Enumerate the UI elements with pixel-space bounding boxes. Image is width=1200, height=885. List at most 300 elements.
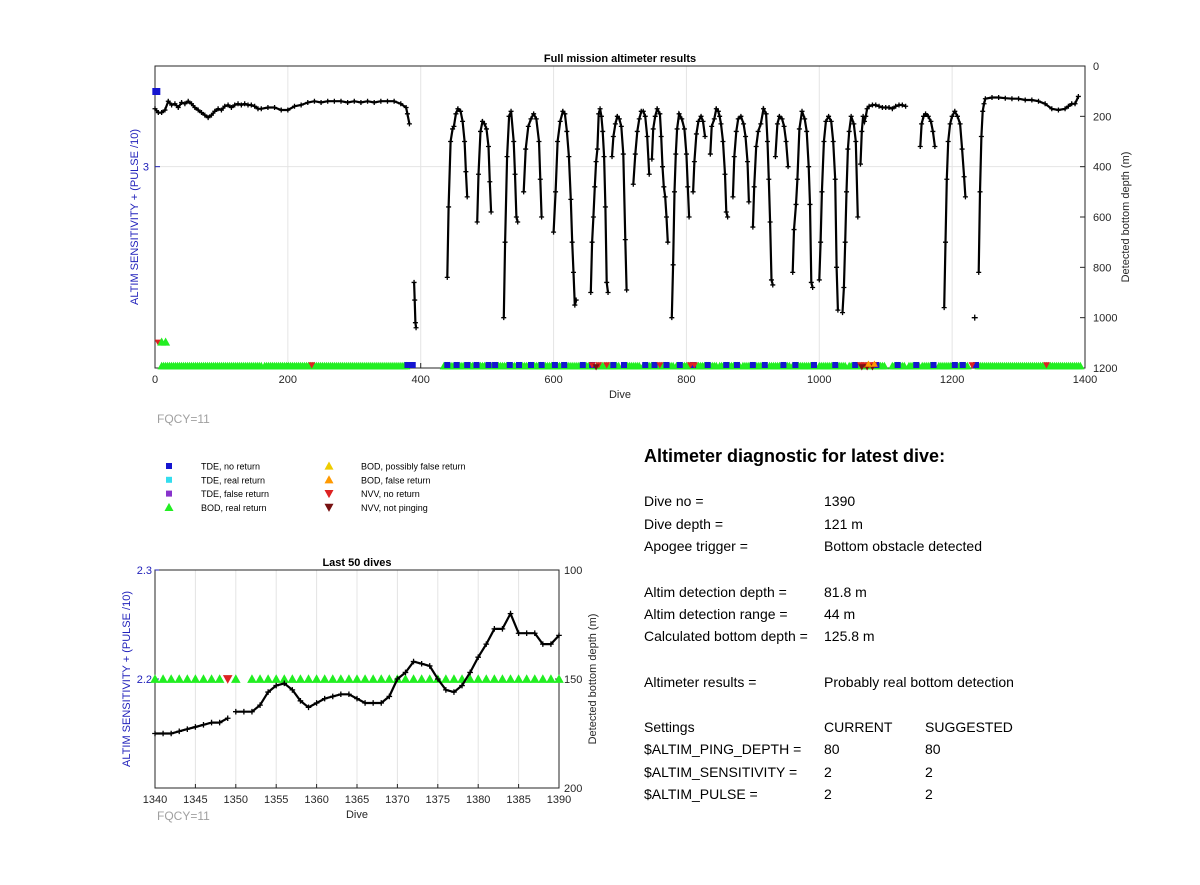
depth-point [1016, 96, 1021, 101]
diagnostic-title: Altimeter diagnostic for latest dive: [644, 446, 946, 466]
depth-point [853, 139, 858, 144]
depth-point [588, 290, 593, 295]
depth-point [631, 182, 636, 187]
depth-series-line [861, 105, 906, 164]
depth-point [475, 220, 480, 225]
legend-square-marker [166, 491, 172, 497]
bod-real-return-marker [247, 674, 257, 683]
depth-point [594, 159, 599, 164]
tde-no-return-marker [952, 362, 958, 368]
bottom-x-tick-label: 1355 [263, 794, 289, 806]
bod-real-return-marker [360, 674, 370, 683]
bod-real-return-marker [158, 674, 168, 683]
depth-point [746, 199, 751, 204]
depth-point [613, 121, 618, 126]
depth-point [312, 99, 317, 104]
bod-real-return-marker [183, 674, 193, 683]
tde-no-return-marker [811, 362, 817, 368]
depth-point [345, 100, 350, 105]
top-chart-depth-series [153, 94, 1081, 330]
altimeter-results-label: Altimeter results = [644, 674, 757, 690]
depth-series-line [633, 111, 649, 184]
bod-real-return-marker [207, 674, 217, 683]
bod-real-return-marker [506, 674, 516, 683]
top-y-right-tick-label: 400 [1093, 161, 1112, 174]
depth-point [659, 134, 664, 139]
depth-point [538, 177, 543, 182]
bod-real-return-marker [271, 674, 281, 683]
depth-point [611, 134, 616, 139]
depth-point [568, 197, 573, 202]
depth-point [407, 121, 412, 126]
setting-suggested: 2 [925, 764, 933, 780]
depth-point [462, 139, 467, 144]
tde-no-return-marker [734, 362, 740, 368]
depth-point [413, 320, 418, 325]
depth-point [790, 270, 795, 275]
top-x-tick-label: 1200 [939, 374, 965, 386]
bod-real-return-marker [449, 674, 459, 683]
depth-point [405, 111, 410, 116]
setting-name: $ALTIM_PULSE = [644, 786, 758, 802]
depth-point [330, 694, 336, 700]
depth-point [600, 129, 605, 134]
depth-point [653, 114, 658, 119]
bod-real-return-marker [191, 674, 201, 683]
depth-point [765, 139, 770, 144]
tde-no-return-marker [507, 362, 513, 368]
depth-point [983, 96, 988, 101]
top-x-tick-label: 800 [677, 374, 696, 386]
depth-point [489, 209, 494, 214]
bottom-y-right-tick-label: 100 [564, 565, 583, 577]
depth-point [571, 270, 576, 275]
depth-point [332, 99, 337, 104]
bottom-x-tick-label: 1385 [506, 794, 531, 806]
depth-point [660, 164, 665, 169]
depth-point [708, 152, 713, 157]
depth-point [193, 724, 199, 730]
depth-point [160, 731, 166, 737]
depth-point [932, 144, 937, 149]
bod-real-return-marker [481, 674, 491, 683]
tde-no-return-marker [152, 88, 160, 95]
legend-label: NVV, no return [361, 489, 420, 500]
depth-point [784, 139, 789, 144]
dive-no-label: Dive no = [644, 493, 704, 509]
tde-no-return-marker [762, 362, 768, 368]
depth-point [503, 240, 508, 245]
tde-no-return-marker [895, 362, 901, 368]
depth-point [692, 159, 697, 164]
depth-point [365, 99, 370, 104]
depth-point [233, 709, 239, 715]
tde-no-return-marker [852, 362, 858, 368]
depth-point [743, 134, 748, 139]
depth-point [201, 722, 207, 728]
depth-series-line [793, 111, 813, 287]
apogee-value: Bottom obstacle detected [824, 538, 982, 554]
depth-series-line [524, 114, 542, 217]
depth-point [1003, 96, 1008, 101]
depth-point [649, 157, 654, 162]
apogee-label: Apogee trigger = [644, 538, 748, 554]
top-y-left-tick-label: 3 [142, 161, 149, 174]
tde-no-return-marker [454, 362, 460, 368]
bottom-y-right-tick-label: 200 [564, 783, 583, 795]
top-chart-right-label: Detected bottom depth (m) [1120, 151, 1132, 283]
depth-point [623, 237, 628, 242]
legend-triangle-up-marker [165, 503, 174, 511]
depth-point [930, 129, 935, 134]
bottom-chart-markers [150, 674, 564, 684]
depth-point [944, 177, 949, 182]
depth-point [514, 215, 519, 220]
tde-no-return-marker [516, 362, 522, 368]
bod-real-return-marker [352, 674, 362, 683]
nvv-no-return-marker [223, 675, 233, 684]
tde-no-return-marker [792, 362, 798, 368]
depth-point [152, 731, 158, 737]
depth-point [551, 230, 556, 235]
tde-no-return-marker [621, 362, 627, 368]
tde-no-return-marker [780, 362, 786, 368]
tde-no-return-marker [485, 362, 491, 368]
depth-point [604, 280, 609, 285]
setting-current: 2 [824, 764, 832, 780]
depth-point [732, 154, 737, 159]
depth-point [603, 204, 608, 209]
depth-point [352, 99, 357, 104]
fqcy-bottom-label: FQCY=11 [157, 809, 210, 823]
depth-point [835, 308, 840, 313]
bod-real-return-marker [546, 674, 556, 683]
depth-point [515, 220, 520, 225]
depth-point [663, 194, 668, 199]
tde-no-return-marker [444, 362, 450, 368]
depth-point [647, 172, 652, 177]
depth-point [412, 280, 417, 285]
bod-real-return-marker [409, 674, 419, 683]
depth-point [817, 277, 822, 282]
depth-point [804, 129, 809, 134]
depth-point [725, 215, 730, 220]
depth-point [463, 169, 468, 174]
legend [165, 462, 466, 513]
bottom-x-tick-label: 1345 [183, 794, 208, 806]
depth-point [259, 106, 264, 111]
bod-real-return-marker [344, 674, 354, 683]
depth-series-line [819, 116, 838, 310]
depth-point [694, 131, 699, 136]
depth-point [691, 189, 696, 194]
depth-point [665, 240, 670, 245]
bottom-y-right-tick-label: 150 [564, 674, 583, 686]
depth-point [794, 202, 799, 207]
depth-point [591, 215, 596, 220]
depth-point [1029, 97, 1034, 102]
tde-no-return-marker [539, 362, 545, 368]
depth-point [978, 189, 983, 194]
depth-point [465, 194, 470, 199]
depth-point [840, 310, 845, 315]
bod-real-return-marker [425, 674, 435, 683]
bod-real-return-marker [522, 674, 532, 683]
depth-point [358, 100, 363, 105]
depth-point [513, 172, 518, 177]
depth-point [960, 147, 965, 152]
legend-label: NVV, not pinging [361, 502, 428, 513]
bottom-x-tick-label: 1360 [304, 794, 329, 806]
depth-point [445, 275, 450, 280]
depth-point [619, 124, 624, 129]
depth-point [185, 726, 191, 732]
tde-no-return-marker [642, 362, 648, 368]
bottom-x-tick-label: 1380 [465, 794, 491, 806]
setting-suggested: 80 [925, 741, 941, 757]
tde-no-return-marker [528, 362, 534, 368]
legend-label: TDE, real return [201, 475, 266, 486]
bottom-chart-x-label: Dive [345, 809, 369, 821]
depth-point [572, 303, 577, 308]
depth-series-line [944, 111, 965, 307]
bod-real-return-marker [288, 674, 298, 683]
tde-no-return-marker [610, 362, 616, 368]
bod-real-return-marker [530, 674, 540, 683]
depth-point [635, 129, 640, 134]
depth-point [834, 265, 839, 270]
setting-current: 80 [824, 741, 840, 757]
bottom-x-tick-label: 1340 [142, 794, 168, 806]
depth-point [325, 99, 330, 104]
tde-no-return-marker [750, 362, 756, 368]
depth-point [942, 305, 947, 310]
depth-point [855, 215, 860, 220]
depth-point [339, 99, 344, 104]
legend-triangle-down-marker [325, 490, 334, 498]
bod-real-return-marker [320, 674, 330, 683]
depth-point [946, 139, 951, 144]
setting-name: $ALTIM_SENSITIVITY = [644, 764, 798, 780]
bottom-y-left-tick-label: 2.2 [136, 674, 152, 686]
depth-series-line [477, 121, 491, 222]
depth-point [524, 630, 530, 636]
depth-point [724, 209, 729, 214]
depth-point [1023, 97, 1028, 102]
bod-real-return-marker [336, 674, 346, 683]
depth-point [645, 134, 650, 139]
setting-name: $ALTIM_PING_DEPTH = [644, 741, 802, 757]
tde-no-return-marker [552, 362, 558, 368]
depth-point [943, 240, 948, 245]
full-mission-chart [129, 53, 1132, 401]
depth-point [843, 240, 848, 245]
bod-real-return-marker [231, 674, 241, 683]
depth-point [176, 729, 182, 735]
bod-real-return-marker [199, 674, 209, 683]
depth-point [664, 215, 669, 220]
legend-square-marker [166, 477, 172, 483]
depth-point [675, 126, 680, 131]
depth-series-line [710, 109, 727, 217]
depth-point [460, 119, 465, 124]
depth-point [786, 164, 791, 169]
depth-point [990, 95, 995, 100]
depth-point [809, 280, 814, 285]
depth-point [412, 298, 417, 303]
depth-point [718, 121, 723, 126]
depth-point [1056, 108, 1061, 113]
top-chart-x-label: Dive [608, 389, 632, 401]
depth-point [673, 152, 678, 157]
depth-point [841, 285, 846, 290]
bottom-chart-left-label: ALTIM SENSITIVITY + (PULSE /10) [121, 591, 133, 767]
altim-detection-depth-label: Altim detection depth = [644, 584, 787, 600]
top-y-right-tick-label: 1000 [1093, 312, 1118, 325]
depth-point [722, 172, 727, 177]
depth-point [750, 225, 755, 230]
depth-point [501, 315, 506, 320]
depth-point [1009, 96, 1014, 101]
suggested-header: SUGGESTED [925, 719, 1013, 735]
depth-point [810, 285, 815, 290]
bod-real-return-marker [255, 674, 265, 683]
bod-real-return-marker [296, 674, 306, 683]
bod-real-return-marker [312, 674, 322, 683]
tde-no-return-marker [705, 362, 711, 368]
bod-real-return-marker [473, 674, 483, 683]
depth-point [521, 189, 526, 194]
depth-point [806, 164, 811, 169]
depth-point [754, 144, 759, 149]
tde-no-return-marker [464, 362, 470, 368]
depth-point [511, 139, 516, 144]
top-chart-title: Full mission altimeter results [543, 53, 697, 65]
altim-detection-depth-value: 81.8 m [824, 584, 867, 600]
depth-point [633, 152, 638, 157]
depth-point [847, 129, 852, 134]
depth-point [845, 147, 850, 152]
altimeter-results-value: Probably real bottom detection [824, 674, 1014, 690]
depth-point [624, 287, 629, 292]
depth-point [819, 189, 824, 194]
bottom-x-tick-label: 1390 [546, 794, 572, 806]
depth-point [831, 139, 836, 144]
depth-point [606, 290, 611, 295]
depth-point [319, 100, 324, 105]
depth-point [792, 227, 797, 232]
depth-series-line [447, 109, 467, 278]
depth-point [592, 184, 597, 189]
depth-point [610, 154, 615, 159]
bottom-x-tick-label: 1370 [385, 794, 410, 806]
bottom-y-left-tick-label: 2.3 [136, 565, 152, 577]
depth-point [980, 109, 985, 114]
top-y-right-tick-label: 1200 [1093, 363, 1118, 375]
legend-label: TDE, no return [201, 461, 261, 472]
depth-point [478, 129, 483, 134]
depth-series-line [733, 116, 749, 202]
calculated-bottom-depth-value: 125.8 m [824, 628, 875, 644]
depth-point [370, 700, 376, 706]
depth-point [241, 709, 247, 715]
tde-no-return-marker [492, 362, 498, 368]
depth-point [555, 139, 560, 144]
depth-point [637, 116, 642, 121]
depth-point [621, 152, 626, 157]
depth-point [265, 105, 270, 110]
depth-point [730, 194, 735, 199]
tde-no-return-marker [474, 362, 480, 368]
bottom-x-tick-label: 1350 [223, 794, 249, 806]
depth-point [768, 220, 773, 225]
depth-point [209, 720, 215, 726]
depth-series-line [979, 97, 1079, 273]
top-y-right-tick-label: 0 [1093, 61, 1100, 73]
depth-point [752, 184, 757, 189]
top-x-tick-label: 200 [278, 374, 298, 386]
settings-header: Settings [644, 719, 695, 735]
bod-real-return-marker [174, 674, 184, 683]
depth-point [448, 139, 453, 144]
depth-point [769, 277, 774, 282]
depth-point [797, 126, 802, 131]
depth-point [168, 731, 174, 737]
depth-point [919, 121, 924, 126]
depth-point [671, 262, 676, 267]
depth-series-line [753, 109, 773, 285]
depth-point [570, 240, 575, 245]
legend-square-marker [166, 463, 172, 469]
legend-label: TDE, false return [201, 489, 270, 500]
depth-point [996, 95, 1001, 100]
depth-point [372, 100, 377, 105]
bottom-chart-right-label: Detected bottom depth (m) [587, 613, 599, 745]
setting-suggested: 2 [925, 786, 933, 802]
top-chart-left-label: ALTIM SENSITIVITY + (PULSE /10) [129, 129, 141, 305]
top-x-tick-label: 600 [544, 374, 563, 386]
depth-point [717, 114, 722, 119]
depth-point [766, 177, 771, 182]
depth-point [536, 139, 541, 144]
tde-no-return-marker [561, 362, 567, 368]
depth-point [782, 124, 787, 129]
bod-real-return-marker [417, 674, 427, 683]
legend-label: BOD, possibly false return [361, 461, 466, 472]
top-y-right-tick-label: 600 [1093, 212, 1112, 224]
depth-point [821, 139, 826, 144]
depth-point [684, 152, 689, 157]
tde-no-return-marker [913, 362, 919, 368]
depth-point [476, 172, 481, 177]
bottom-chart-x-ticks [143, 784, 571, 806]
bottom-x-tick-label: 1375 [425, 794, 451, 806]
depth-point [773, 154, 778, 159]
depth-point [566, 154, 571, 159]
depth-point [976, 270, 981, 275]
bod-real-return-marker [490, 674, 500, 683]
dive-depth-value: 121 m [824, 516, 863, 532]
depth-point [703, 134, 708, 139]
fqcy-top-label: FQCY=11 [157, 412, 210, 426]
bottom-chart-title: Last 50 dives [322, 557, 392, 569]
depth-point [602, 154, 607, 159]
bod-real-return-marker [166, 674, 176, 683]
depth-point [523, 147, 528, 152]
depth-series-line [693, 116, 705, 192]
depth-series-line [843, 116, 858, 312]
depth-series-line [155, 101, 409, 124]
